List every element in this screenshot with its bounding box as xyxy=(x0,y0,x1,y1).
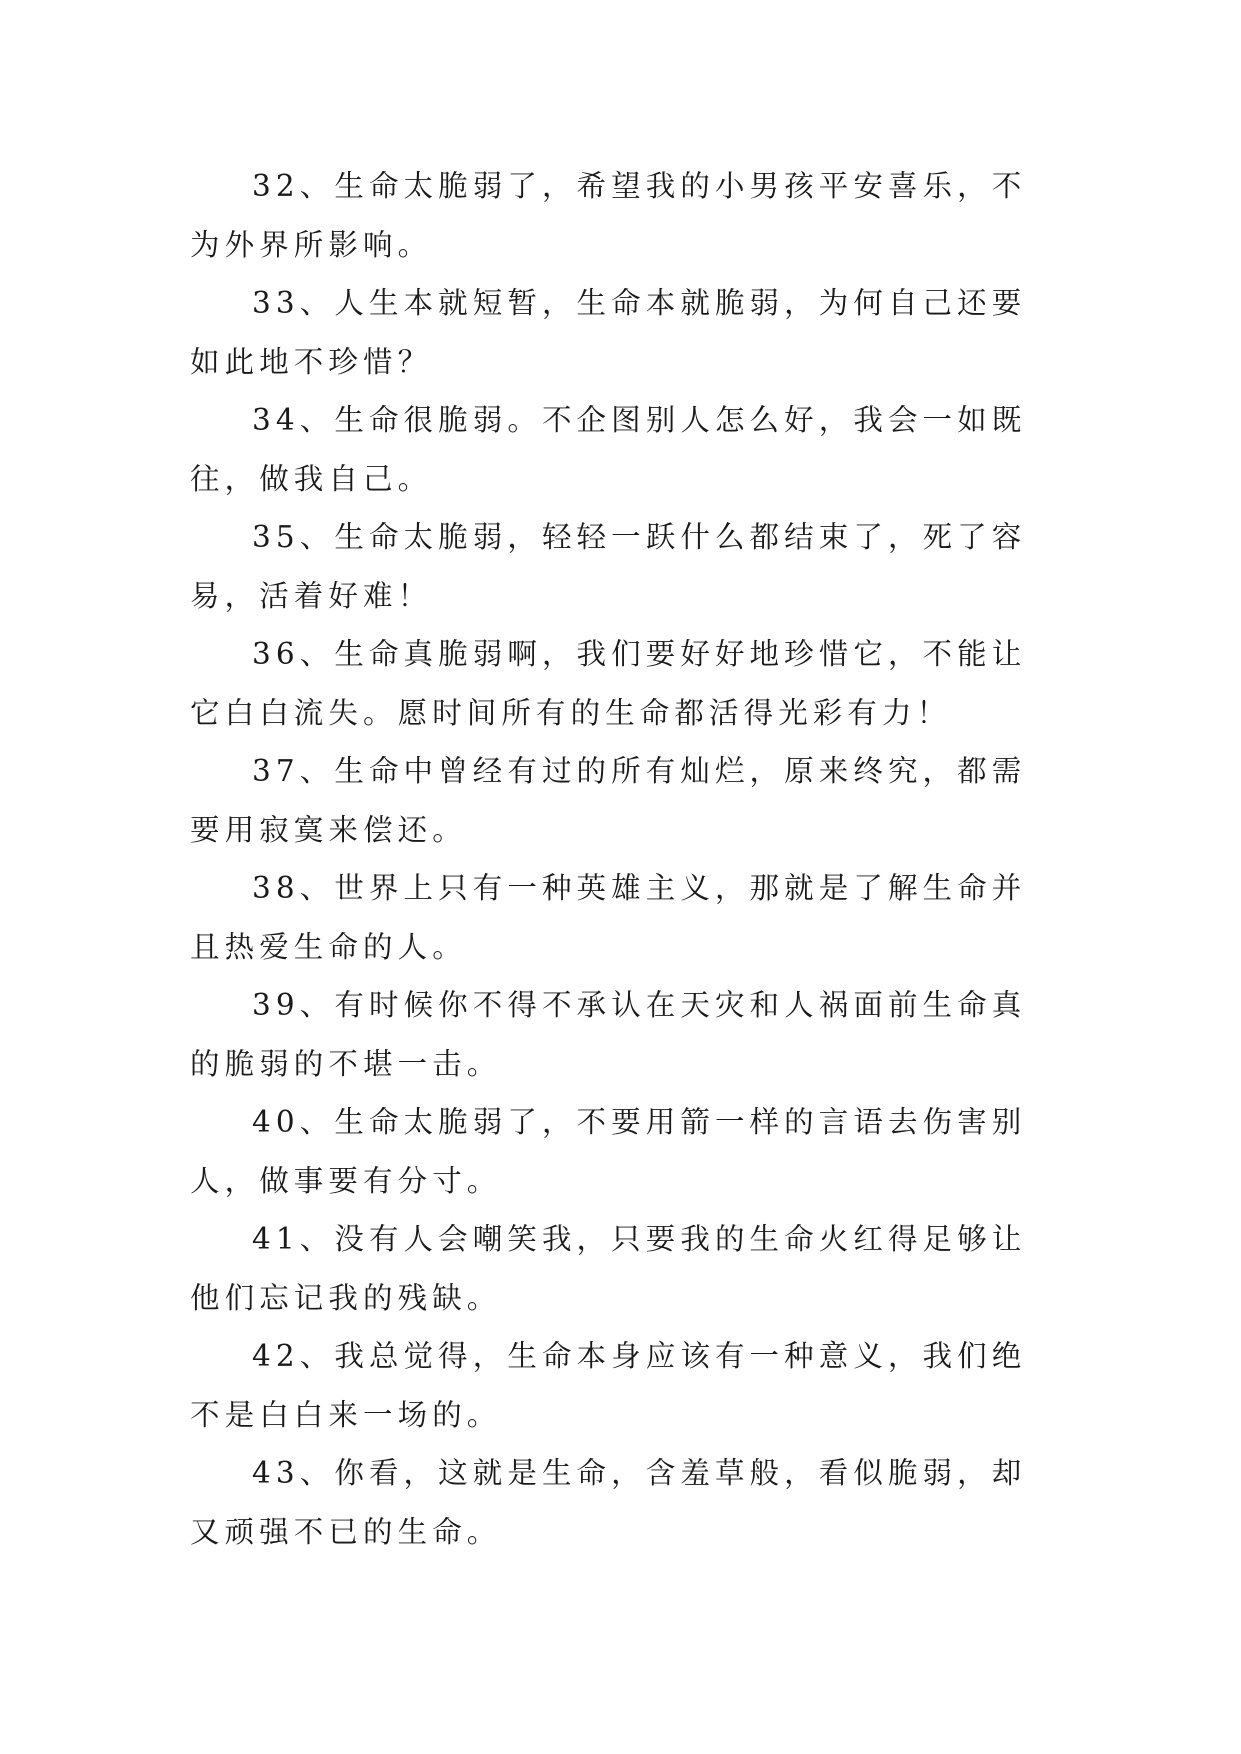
document-body xyxy=(190,157,1055,1561)
paragraph-42: 42、我总觉得，生命本身应该有一种意义，我们绝不是白白来一场的。 xyxy=(190,1339,1027,1432)
paragraph-41: 41、没有人会嘲笑我，只要我的生命火红得足够让他们忘记我的残缺。 xyxy=(190,1222,1027,1315)
paragraph-33: 33、人生本就短暂，生命本就脆弱，为何自己还要如此地不珍惜？ xyxy=(190,286,1027,379)
paragraph-43: 43、你看，这就是生命，含羞草般，看似脆弱，却又顽强不已的生命。 xyxy=(190,1456,1027,1549)
paragraph-32: 32、生命太脆弱了，希望我的小男孩平安喜乐，不为外界所影响。 xyxy=(190,169,1027,262)
paragraph-39: 39、有时候你不得不承认在天灾和人祸面前生命真的脆弱的不堪一击。 xyxy=(190,988,1027,1081)
paragraph-35: 35、生命太脆弱，轻轻一跃什么都结束了，死了容易，活着好难！ xyxy=(190,520,1027,613)
paragraph-37: 37、生命中曾经有过的所有灿烂，原来终究，都需要用寂寞来偿还。 xyxy=(190,754,1027,847)
paragraph-38: 38、世界上只有一种英雄主义，那就是了解生命并且热爱生命的人。 xyxy=(190,871,1027,964)
paragraph-36: 36、生命真脆弱啊，我们要好好地珍惜它，不能让它白白流失。愿时间所有的生命都活得光彩有力！ xyxy=(190,637,1027,730)
paragraph-40: 40、生命太脆弱了，不要用箭一样的言语去伤害别人，做事要有分寸。 xyxy=(190,1105,1027,1198)
paragraph-34: 34、生命很脆弱。不企图别人怎么好，我会一如既往，做我自己。 xyxy=(190,403,1027,496)
